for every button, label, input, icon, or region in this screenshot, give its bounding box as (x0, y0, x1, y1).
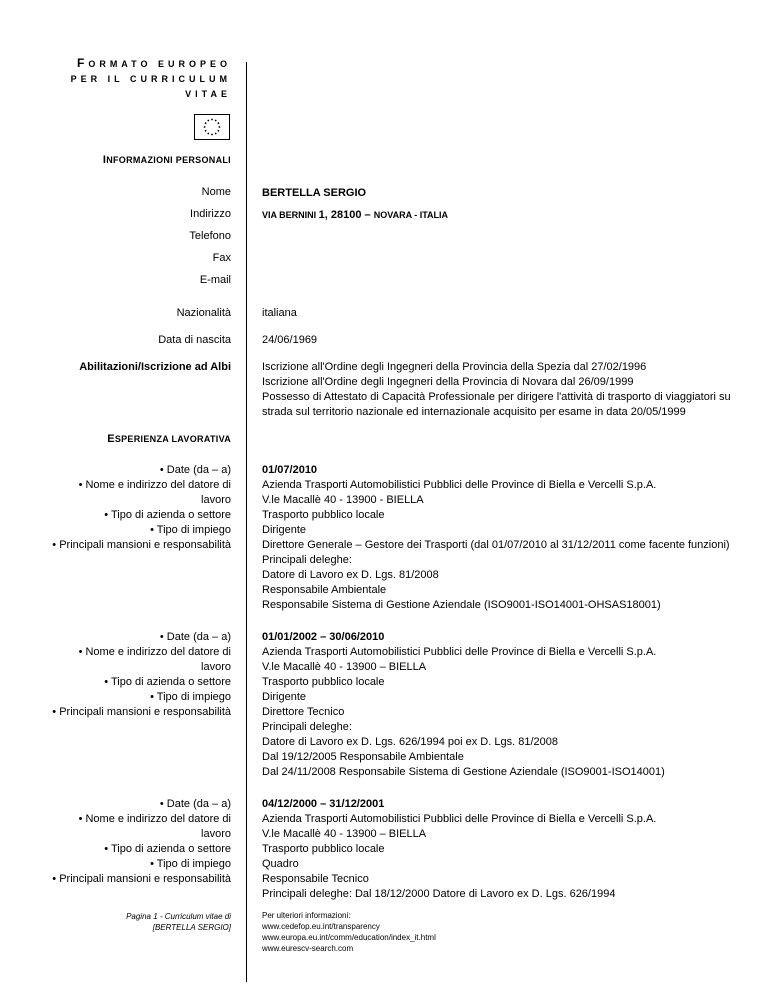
job-line: Responsabile Sistema di Gestione Aziendale (ISO9001-ISO14001-OHSAS18001) (262, 599, 661, 611)
label-job-type: • Tipo di impiego (150, 858, 231, 870)
label-nationality: Nazionalità (176, 307, 231, 319)
document-title (71, 56, 231, 102)
job-line: Trasporto pubblico locale (262, 843, 385, 855)
job-line: Dirigente (262, 691, 307, 703)
job-line: Direttore Generale – Gestore dei Trasporti (dal 01/07/2010 al 31/12/2011 come facente funzioni) (262, 539, 730, 551)
footer-name: [BERTELLA SERGIO] (152, 923, 231, 932)
footer-info-title: Per ulteriori informazioni: (262, 911, 351, 920)
job-line: Responsabile Ambientale (262, 584, 387, 596)
job-labels (52, 797, 231, 887)
job-line: Trasporto pubblico locale (262, 676, 385, 688)
job-date: 01/07/2010 (262, 464, 318, 476)
value-birth-date: 24/06/1969 (262, 334, 318, 346)
value-address: VIA BERNINI 1, 28100 – NOVARA - ITALIA (262, 209, 449, 221)
section-work-experience: ESPERIENZA LAVORATIVA (107, 433, 231, 445)
job-line: Azienda Trasporti Automobilistici Pubblici delle Province di Biella e Vercelli S.p.A. (262, 646, 657, 658)
job-line: Dal 24/11/2008 Responsabile Sistema di Gestione Aziendale (ISO9001-ISO14001) (262, 766, 665, 778)
footer-link[interactable]: www.eurescv-search.com (262, 944, 354, 953)
footer-link[interactable]: www.cedefop.eu.int/transparency (262, 922, 380, 931)
albi-line: Iscrizione all'Ordine degli Ingegneri della Provincia di Novara dal 26/09/1999 (262, 376, 634, 388)
job-labels (52, 463, 231, 553)
job-line: V.le Macallè 40 - 13900 – BIELLA (262, 828, 427, 840)
label-address: Indirizzo (190, 208, 231, 220)
footer-page-label: Pagina 1 - Curriculum vitae di (126, 912, 231, 921)
job-line: Principali deleghe: (262, 554, 352, 566)
label-employer-cont: lavoro (201, 828, 231, 840)
job-line: V.le Macallè 40 - 13900 – BIELLA (262, 661, 427, 673)
eu-flag-icon (194, 114, 230, 140)
label-phone: Telefono (189, 230, 231, 242)
label-duties: • Principali mansioni e responsabilità (52, 706, 231, 718)
label-sector: • Tipo di azienda o settore (104, 843, 231, 855)
label-birth-date: Data di nascita (158, 334, 231, 346)
job-date: 04/12/2000 – 31/12/2001 (262, 798, 385, 810)
job-line: Dirigente (262, 524, 307, 536)
title-line-2: PER IL CURRICULUM (70, 74, 231, 84)
label-albi: Abilitazioni/Iscrizione ad Albi (79, 361, 231, 373)
label-employer: • Nome e indirizzo del datore di (78, 646, 231, 658)
label-employer-cont: lavoro (201, 661, 231, 673)
title-line-3: VITAE (185, 89, 231, 99)
label-job-type: • Tipo di impiego (150, 691, 231, 703)
value-albi (262, 360, 731, 420)
albi-line: Possesso di Attestato di Capacità Professionale per dirigere l'attività di trasporto di viaggiatori su (262, 391, 731, 403)
job-line: Quadro (262, 858, 299, 870)
title-line-1: ORMATO EUROPEO (88, 59, 231, 69)
albi-line: strada sul territorio nazionale ed internazionale acquisito per esame in data 20/05/1999 (262, 406, 686, 418)
label-job-type: • Tipo di impiego (150, 524, 231, 536)
job-labels (52, 630, 231, 720)
job-line: Responsabile Tecnico (262, 873, 369, 885)
albi-line: Iscrizione all'Ordine degli Ingegneri della Provincia della Spezia dal 27/02/1996 (262, 361, 647, 373)
title-initial: F (76, 56, 89, 70)
label-email: E-mail (199, 274, 231, 286)
job-entry (262, 630, 665, 780)
label-date: • Date (da – a) (159, 631, 231, 643)
job-entry (262, 797, 656, 902)
label-duties: • Principali mansioni e responsabilità (52, 873, 231, 885)
label-duties: • Principali mansioni e responsabilità (52, 539, 231, 551)
section-personal-info: INFORMAZIONI PERSONALI (102, 154, 231, 166)
label-employer-cont: lavoro (201, 494, 231, 506)
page-footer (126, 911, 231, 933)
job-line: Trasporto pubblico locale (262, 509, 385, 521)
footer-info (262, 910, 436, 954)
label-fax: Fax (212, 252, 231, 264)
value-nationality: italiana (262, 307, 297, 319)
job-line: Dal 19/12/2005 Responsabile Ambientale (262, 751, 464, 763)
job-line: Direttore Tecnico (262, 706, 345, 718)
column-divider (246, 62, 247, 982)
job-line: Azienda Trasporti Automobilistici Pubblici delle Province di Biella e Vercelli S.p.A. (262, 479, 657, 491)
job-entry (262, 463, 730, 613)
label-sector: • Tipo di azienda o settore (104, 509, 231, 521)
job-line: Principali deleghe: (262, 721, 352, 733)
label-employer: • Nome e indirizzo del datore di (78, 479, 231, 491)
job-line: Datore di Lavoro ex D. Lgs. 81/2008 (262, 569, 439, 581)
job-line: Principali deleghe: Dal 18/12/2000 Datore di Lavoro ex D. Lgs. 626/1994 (262, 888, 616, 900)
footer-link[interactable]: www.europa.eu.int/comm/education/index_it.html (262, 933, 436, 942)
label-sector: • Tipo di azienda o settore (104, 676, 231, 688)
job-line: Azienda Trasporti Automobilistici Pubblici delle Province di Biella e Vercelli S.p.A. (262, 813, 657, 825)
label-date: • Date (da – a) (159, 798, 231, 810)
job-date: 01/01/2002 – 30/06/2010 (262, 631, 385, 643)
label-employer: • Nome e indirizzo del datore di (78, 813, 231, 825)
label-name: Nome (201, 186, 231, 198)
job-line: Datore di Lavoro ex D. Lgs. 626/1994 poi ex D. Lgs. 81/2008 (262, 736, 558, 748)
job-line: V.le Macallè 40 - 13900 - BIELLA (262, 494, 424, 506)
value-name: BERTELLA SERGIO (262, 187, 367, 199)
label-date: • Date (da – a) (159, 464, 231, 476)
